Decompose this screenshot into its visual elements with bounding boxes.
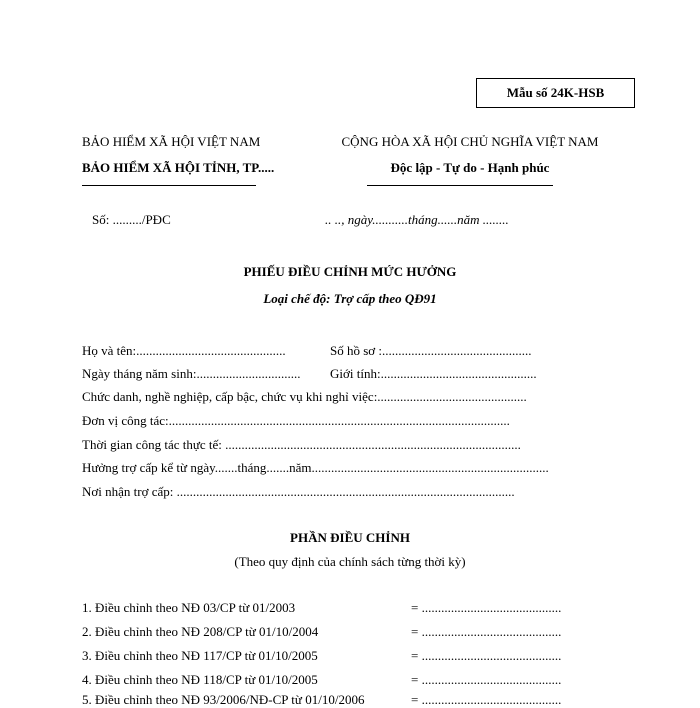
adjustment-item-label: 1. Điều chỉnh theo NĐ 03/CP từ 01/2003 bbox=[82, 600, 296, 615]
adjustment-item-value[interactable]: = ........................................... bbox=[411, 648, 562, 663]
full-name-field[interactable]: Họ và tên:.............................................. bbox=[82, 343, 286, 358]
adjustment-item-label: 3. Điều chỉnh theo NĐ 117/CP từ 01/10/2005 bbox=[82, 648, 318, 663]
adjustment-item-value[interactable]: = ........................................... bbox=[411, 692, 562, 707]
adjustment-section-note: (Theo quy định của chính sách từng thời kỳ) bbox=[234, 554, 466, 569]
record-number-field[interactable]: Số hồ sơ :.............................................. bbox=[330, 343, 532, 358]
date-of-birth-field[interactable]: Ngày tháng năm sinh:................................ bbox=[82, 366, 301, 381]
adjustment-item-value[interactable]: = ........................................... bbox=[411, 600, 562, 615]
gender-field[interactable]: Giới tính:................................................ bbox=[330, 366, 537, 381]
provincial-agency-name: BẢO HIỂM XÃ HỘI TỈNH, TP..... bbox=[82, 160, 275, 175]
motto: Độc lập - Tự do - Hạnh phúc bbox=[390, 160, 550, 175]
work-unit-field[interactable]: Đơn vị công tác:......................................................................................................... bbox=[82, 413, 510, 428]
adjustment-item-label: 4. Điều chỉnh theo NĐ 118/CP từ 01/10/2005 bbox=[82, 672, 318, 687]
work-time-field[interactable]: Thời gian công tác thực tế: ........................................................................................... bbox=[82, 437, 521, 452]
form-title: PHIẾU ĐIỀU CHỈNH MỨC HƯỞNG bbox=[243, 264, 457, 279]
receive-place-field[interactable]: Nơi nhận trợ cấp: ........................................................................................................ bbox=[82, 484, 515, 499]
right-header-underline bbox=[367, 185, 553, 186]
position-field[interactable]: Chức danh, nghề nghiệp, cấp bậc, chức vụ khi nghỉ việc:.............................................. bbox=[82, 389, 527, 404]
document-number: Số: ........./PĐC bbox=[92, 212, 171, 227]
benefit-start-field[interactable]: Hưởng trợ cấp kể từ ngày.......tháng.......năm......................................................................... bbox=[82, 460, 549, 475]
adjustment-item-label: 2. Điều chỉnh theo NĐ 208/CP từ 01/10/2004 bbox=[82, 624, 319, 639]
left-header-underline bbox=[82, 185, 256, 186]
document-date: .. .., ngày...........tháng......năm ........ bbox=[325, 212, 509, 227]
adjustment-section-title: PHẦN ĐIỀU CHỈNH bbox=[290, 530, 410, 545]
form-code-box: Mẫu số 24K-HSB bbox=[476, 78, 635, 108]
agency-name: BẢO HIỂM XÃ HỘI VIỆT NAM bbox=[82, 134, 261, 149]
form-subtitle: Loại chế độ: Trợ cấp theo QĐ91 bbox=[263, 291, 437, 306]
adjustment-item-label: 5. Điều chỉnh theo NĐ 93/2006/NĐ-CP từ 01/10/2006 bbox=[82, 692, 365, 707]
country-name: CỘNG HÒA XÃ HỘI CHỦ NGHĨA VIỆT NAM bbox=[341, 134, 599, 149]
adjustment-item-value[interactable]: = ........................................... bbox=[411, 624, 562, 639]
adjustment-item-value[interactable]: = ........................................... bbox=[411, 672, 562, 687]
